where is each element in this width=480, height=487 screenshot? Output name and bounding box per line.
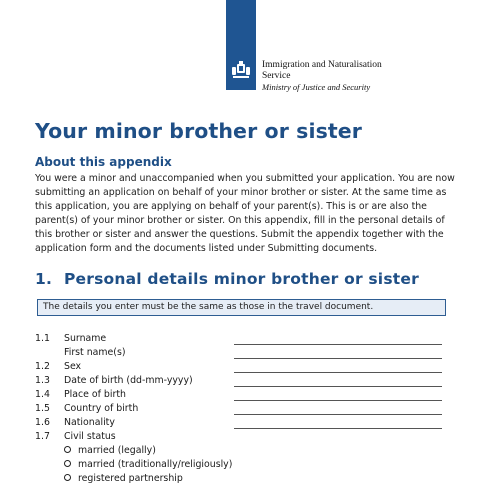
page-title: Your minor brother or sister: [35, 119, 362, 143]
country-of-birth-input-line[interactable]: [234, 414, 442, 415]
radio-circle-icon[interactable]: [64, 460, 71, 467]
field-number: 1.1: [35, 333, 50, 344]
field-country-of-birth: [0, 403, 480, 417]
section-title: Personal details minor brother or sister: [64, 270, 419, 288]
field-label: Sex: [64, 361, 82, 372]
field-label: Civil status: [64, 431, 116, 442]
first-names-input-line[interactable]: [234, 358, 442, 359]
field-surname: [0, 333, 480, 347]
organisation-name: [262, 60, 382, 93]
field-label: First name(s): [64, 347, 126, 358]
field-number: 1.4: [35, 389, 50, 400]
coat-of-arms-icon: [230, 60, 252, 82]
radio-circle-icon[interactable]: [64, 446, 71, 453]
coat-of-arms-logo: [226, 0, 256, 90]
nationality-input-line[interactable]: [234, 428, 442, 429]
surname-input-line[interactable]: [234, 344, 442, 345]
field-label: Place of birth: [64, 389, 126, 400]
ministry-name: Ministry of Justice and Security: [262, 82, 371, 92]
travel-document-notice: The details you enter must be the same as those in the travel document.: [37, 299, 446, 316]
place-of-birth-input-line[interactable]: [234, 400, 442, 401]
document-header: [0, 0, 480, 100]
field-number: 1.7: [35, 431, 50, 442]
field-label: Date of birth (dd-mm-yyyy): [64, 375, 193, 386]
date-of-birth-input-line[interactable]: [234, 386, 442, 387]
field-number: 1.2: [35, 361, 50, 372]
section-heading: [35, 270, 419, 288]
section-number: 1.: [35, 270, 53, 288]
option-label: married (legally): [78, 445, 156, 456]
option-married-legally[interactable]: [64, 445, 156, 459]
sex-input-line[interactable]: [234, 372, 442, 373]
option-married-traditionally[interactable]: [64, 459, 232, 473]
field-label: Surname: [64, 333, 107, 344]
field-label: Country of birth: [64, 403, 139, 414]
about-text: You were a minor and unaccompanied when you submitted your application. You are now submitting an application on behalf of your minor brother or sister. At the same time as this application, you are applying on behalf of your parent(s). This is or are also the parent(s) of your minor brother or sister. On this appendix, fill in the personal details of this brother or sister and answer the questions. Submit the appendix together with the application form and the documents listed under Submitting documents.: [35, 173, 455, 255]
field-first-names: [0, 347, 480, 361]
field-place-of-birth: [0, 389, 480, 403]
about-heading: About this appendix: [35, 155, 172, 169]
org-line-2: Service: [262, 71, 291, 81]
option-label: registered partnership: [78, 473, 183, 484]
option-registered-partnership[interactable]: [64, 473, 183, 487]
field-date-of-birth: [0, 375, 480, 389]
field-nationality: [0, 417, 480, 431]
org-line-1: Immigration and Naturalisation: [262, 60, 382, 70]
field-sex: [0, 361, 480, 375]
field-number: 1.6: [35, 417, 50, 428]
field-label: Nationality: [64, 417, 115, 428]
option-label: married (traditionally/religiously): [78, 459, 233, 470]
field-civil-status: [0, 431, 480, 445]
field-number: 1.5: [35, 403, 50, 414]
field-number: 1.3: [35, 375, 50, 386]
